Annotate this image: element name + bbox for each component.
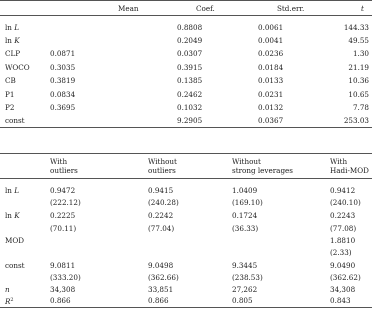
table2-row-8-col-3: 34,308: [330, 285, 356, 294]
table1-row-7-t: 253.03: [343, 116, 369, 125]
table2-header-3-line2: Hadi-MOD: [330, 166, 369, 175]
table1-row-3-label-text: WOCO: [5, 63, 30, 72]
table1-row-2-mean: 0.0871: [50, 49, 76, 58]
table1-row-2-se: 0.0236: [258, 49, 284, 58]
table1-header-3: t: [361, 4, 364, 13]
table2-row-8-col-0: 34,308: [50, 285, 76, 294]
table1-row-7-se: 0.0367: [258, 116, 284, 125]
table1-row-4-se: 0.0133: [258, 76, 284, 85]
table2-row-5-col-3: (2.33): [330, 248, 352, 257]
table2-header-1-line1: Without: [148, 157, 177, 166]
table2-row-2-col-3: 0.2243: [330, 211, 356, 220]
table2-row-9-col-3: 0.843: [330, 296, 351, 305]
table2-row-2-label: [5, 211, 20, 220]
table1-header-0: Mean: [118, 4, 139, 13]
table1-row-3-coef: 0.3915: [177, 63, 203, 72]
table2-row-1-col-3: (240.10): [330, 198, 361, 207]
table2-row-8-label-italic: n: [5, 285, 10, 294]
table2-header-3-line1: With: [330, 157, 348, 166]
table2-row-3-col-2: (36.33): [232, 224, 259, 233]
table2-row-8-label: [5, 285, 10, 294]
table2-row-0-label-text: ln: [5, 186, 12, 195]
table1-row-6-mean: 0.3695: [50, 103, 76, 112]
table2-row-6-col-0: 9.0811: [50, 261, 76, 270]
table2-bottom-rule: [0, 307, 372, 308]
table1-row-4-label-text: CB: [5, 76, 16, 85]
table1-row-3-label: [5, 63, 30, 72]
table2-row-3-col-0: (70.11): [50, 224, 77, 233]
table2-row-4-col-3: 1.8810: [330, 236, 356, 245]
table2-row-2-col-0: 0.2225: [50, 211, 76, 220]
table1-row-0-label-italic: L: [14, 23, 20, 32]
table1-row-6-coef: 0.1032: [177, 103, 203, 112]
table1-row-5-label-text: P1: [5, 90, 15, 99]
table2-row-9-col-2: 0.805: [232, 296, 253, 305]
table1-row-2-label-text: CLP: [5, 49, 21, 58]
table1-row-1-label-italic: K: [14, 36, 20, 45]
table1-row-3-se: 0.0184: [258, 63, 284, 72]
table1-row-2-t: 1.30: [352, 49, 369, 58]
table2-row-2-col-1: 0.2242: [148, 211, 174, 220]
table2-row-9-label: [5, 296, 14, 306]
table2-row-0-label-italic: L: [14, 186, 20, 195]
table2-row-1-col-2: (169.10): [232, 198, 263, 207]
table1-bottom-rule: [0, 127, 372, 128]
table1-row-5-label: [5, 90, 14, 99]
table2-row-2-label-text: ln: [5, 211, 12, 220]
table1-row-7-label: [5, 116, 25, 125]
table1-row-0-label: [5, 23, 19, 32]
table1-row-7-coef: 9.2905: [177, 116, 203, 125]
table1-row-6-label: [5, 103, 14, 112]
table2-row-0-label: [5, 186, 19, 195]
table2-header-1-line2: outliers: [148, 166, 176, 175]
table1-row-6-se: 0.0132: [258, 103, 284, 112]
table2-row-0-col-0: 0.9472: [50, 186, 76, 195]
table1-row-4-label: [5, 76, 16, 85]
table2-row-0-col-1: 0.9415: [148, 186, 174, 195]
table2-row-4-label: MOD: [5, 236, 25, 245]
table1-row-2-coef: 0.0307: [177, 49, 203, 58]
table1-row-1-se: 0.0041: [258, 36, 284, 45]
table2-row-7-col-1: (362.66): [148, 273, 179, 282]
table1-row-5-coef: 0.2462: [177, 90, 203, 99]
table1-row-1-label: [5, 36, 20, 45]
table2-row-7-col-0: (333.20): [50, 273, 81, 282]
table2-row-3-col-3: (77.08): [330, 224, 357, 233]
table1-row-0-t: 144.33: [343, 23, 369, 32]
table1-row-1-t: 49.55: [348, 36, 369, 45]
table2-row-3-col-1: (77.04): [148, 224, 175, 233]
table2-header-rule: [0, 178, 372, 179]
table2-row-6-col-2: 9.3445: [232, 261, 258, 270]
table1-row-2-label: [5, 49, 20, 58]
table1-row-1-coef: 0.2049: [177, 36, 203, 45]
table1-row-0-label-text: ln: [5, 23, 12, 32]
table2-row-9-label-italic: R: [5, 297, 11, 306]
table1-header-rule: [0, 15, 372, 16]
table1-top-rule: [0, 0, 372, 1]
table1-row-4-t: 10.36: [348, 76, 369, 85]
table2-row-7-col-2: (238.53): [232, 273, 263, 282]
table2-header-2-line2: strong leverages: [232, 166, 293, 175]
table2-row-9-label-sup: 2: [10, 297, 14, 303]
table1-header-1: Coef.: [196, 4, 215, 13]
table1-row-3-t: 21.19: [348, 63, 369, 72]
table2-row-9-col-0: 0.866: [50, 296, 71, 305]
table2-row-8-col-2: 27,262: [232, 285, 258, 294]
table1-row-4-coef: 0.1385: [177, 76, 203, 85]
table1-row-5-t: 10.65: [348, 90, 369, 99]
table2-row-1-col-0: (222.12): [50, 198, 81, 207]
table2-top-rule: [0, 153, 372, 154]
table2-row-0-col-2: 1.0409: [232, 186, 258, 195]
table2-row-6-label: const: [5, 261, 25, 270]
table2-row-9-col-1: 0.866: [148, 296, 169, 305]
table2-row-8-col-1: 33,851: [148, 285, 174, 294]
table2-row-1-col-1: (240.28): [148, 198, 179, 207]
table2-row-0-col-3: 0.9412: [330, 186, 356, 195]
table2-row-2-label-italic: K: [14, 211, 20, 220]
table1-header-2: Std.err.: [277, 4, 305, 13]
table2-row-2-col-2: 0.1724: [232, 211, 258, 220]
table1-row-6-t: 7.78: [352, 103, 369, 112]
table1-row-6-label-text: P2: [5, 103, 15, 112]
table1-row-5-mean: 0.0834: [50, 90, 76, 99]
table1-row-5-se: 0.0231: [258, 90, 284, 99]
table2-row-6-col-3: 9.0490: [330, 261, 356, 270]
table2-header-2-line1: Without: [232, 157, 261, 166]
table1-row-0-coef: 0.8808: [177, 23, 203, 32]
table2-row-7-col-3: (362.62): [330, 273, 361, 282]
table2-header-0-line2: outliers: [50, 166, 78, 175]
table1-row-4-mean: 0.3819: [50, 76, 76, 85]
table1-row-0-se: 0.0061: [258, 23, 284, 32]
table1-row-7-label-text: const: [5, 116, 25, 125]
table1-row-3-mean: 0.3035: [50, 63, 76, 72]
table1-row-1-label-text: ln: [5, 36, 12, 45]
table2-row-6-col-1: 9.0498: [148, 261, 174, 270]
table2-header-0-line1: With: [50, 157, 68, 166]
